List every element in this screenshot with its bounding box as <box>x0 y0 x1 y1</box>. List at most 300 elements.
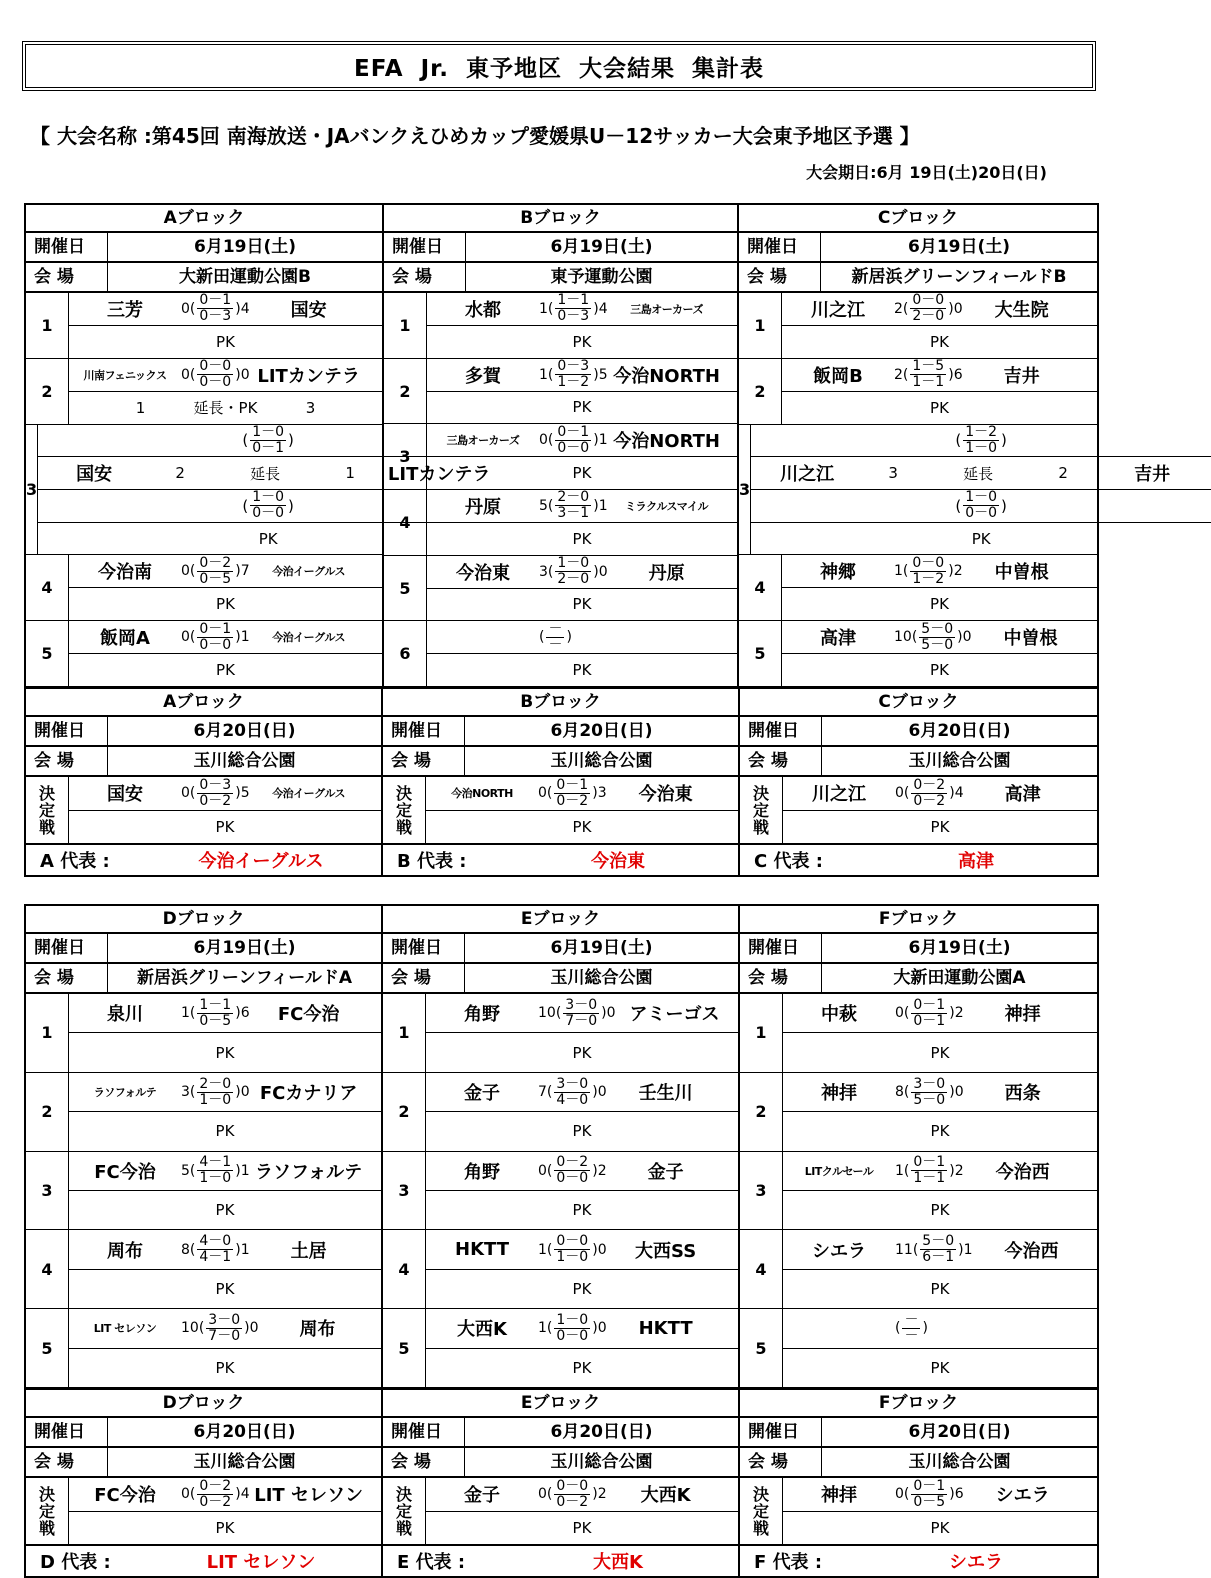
match-score-line <box>783 1073 1097 1112</box>
final-match-row <box>740 777 1097 843</box>
away-team: 土居 <box>290 1240 327 1262</box>
pk-line: PK <box>572 817 592 836</box>
day1-columns <box>24 203 1171 687</box>
match-score-line <box>426 994 738 1033</box>
match-number: 3 <box>739 425 751 555</box>
block-header: Eブロック <box>383 906 738 934</box>
match-score-line <box>782 621 1097 654</box>
final-block-column <box>740 1390 1097 1576</box>
match-score-line <box>783 777 1097 811</box>
home-score: 1 <box>539 300 548 317</box>
venue-value: 大新田運動公園B <box>179 267 311 287</box>
first-half-score: 1－0 <box>252 423 285 440</box>
home-score: 3 <box>181 1084 190 1100</box>
date-row <box>384 233 737 263</box>
home-team: 川之江 <box>780 464 835 486</box>
pk-line: PK <box>930 595 949 614</box>
home-score: 1 <box>538 1320 547 1337</box>
match-number: 3 <box>384 424 427 489</box>
match-score-line <box>783 1478 1097 1512</box>
block-header: Fブロック <box>740 906 1097 934</box>
home-score: 0 <box>538 785 547 802</box>
date-value: 6月20日(日) <box>193 1422 296 1442</box>
home-score: 1 <box>181 1005 190 1022</box>
first-half-score: 0－3 <box>557 358 590 375</box>
score-detail: 8 ( $\frac{4-0}{4-1}$ ) 1 <box>181 1233 250 1266</box>
tournament-name: 【 大会名称 :第45回 南海放送・JAバンクえひめカップ愛媛県U－12サッカー大会東予地区予選 】 <box>30 124 920 148</box>
score-fraction <box>197 1234 233 1265</box>
home-team: 神拝 <box>821 1485 857 1507</box>
decisive-char: 決 <box>752 783 769 803</box>
away-score: 3 <box>597 785 607 802</box>
representative-row <box>26 843 381 875</box>
score-detail: 1 ( $\frac{0-3}{1-2}$ ) 5 <box>539 358 608 391</box>
score-fraction <box>555 359 591 390</box>
away-team: アミーゴス <box>629 1004 720 1026</box>
home-team: 今治南 <box>98 562 152 584</box>
first-half-score: 0－0 <box>199 358 232 375</box>
representative-label: E 代表 : <box>397 1552 466 1573</box>
home-score: 8 <box>181 1241 190 1258</box>
match-number: 6 <box>384 621 427 686</box>
score-detail: ( $\frac{-}{-}$ ) <box>539 620 572 653</box>
match-body <box>69 621 382 686</box>
home-team: 川之江 <box>812 784 866 806</box>
away-score: 2 <box>597 1162 607 1179</box>
first-half-score: 3－0 <box>208 1311 241 1328</box>
score-detail: 5 ( $\frac{4-1}{1-0}$ ) 1 <box>181 1154 250 1187</box>
first-half-score: 0－0 <box>912 554 945 571</box>
match-number: 4 <box>26 555 69 620</box>
block-header: Bブロック <box>384 205 737 233</box>
score-fraction <box>554 778 590 809</box>
second-half-score: 4－0 <box>556 1091 589 1108</box>
date-value: 6月20日(日) <box>908 721 1011 741</box>
second-half-score: 5－0 <box>913 1091 946 1108</box>
home-team: HKTT <box>455 1239 509 1261</box>
date-label: 開催日 <box>383 1418 465 1446</box>
match-list <box>383 994 738 1388</box>
pk-line: PK <box>572 1280 592 1298</box>
venue-row <box>740 747 1097 777</box>
match-body <box>427 424 737 489</box>
second-half-score: 5－0 <box>921 636 954 653</box>
match-number: 2 <box>26 359 69 424</box>
home-score: 11 <box>895 1241 913 1258</box>
match-score-line <box>427 424 737 457</box>
home-team: LITクルセール <box>804 1164 874 1178</box>
second-half-score: 2－0 <box>912 308 945 325</box>
match-score-line <box>69 1073 381 1112</box>
day1-columns <box>24 904 1099 1388</box>
match-score-line <box>782 293 1097 326</box>
match-number: 2 <box>739 359 782 424</box>
final-match-row <box>26 777 381 843</box>
score-fraction <box>197 1077 233 1108</box>
final-match-row <box>26 1478 381 1544</box>
home-score: 0 <box>181 785 190 802</box>
away-score: 0 <box>240 366 250 383</box>
match-body <box>782 359 1097 424</box>
second-half-score: 0－0 <box>199 636 232 653</box>
match-score-line <box>783 1152 1097 1191</box>
first-half-score: 0－1 <box>913 1154 946 1171</box>
first-half-score: 3－0 <box>913 1075 946 1092</box>
match-score-line <box>427 359 737 392</box>
venue-row <box>383 964 738 994</box>
first-half-score: 0－1 <box>556 776 589 793</box>
home-team: FC今治 <box>94 1485 156 1507</box>
match-number: 5 <box>384 556 427 621</box>
pk-line: PK <box>572 1201 592 1220</box>
venue-row <box>383 1448 738 1478</box>
first-half-score: 1－5 <box>912 358 945 375</box>
match-score-line <box>69 1309 381 1348</box>
final-block-column <box>26 1390 383 1576</box>
away-team: 国安 <box>290 299 327 321</box>
home-team: 神拝 <box>821 1083 857 1104</box>
score-fraction <box>554 1313 590 1344</box>
score-detail: 3 ( $\frac{2-0}{1-0}$ ) 0 <box>181 1075 250 1108</box>
match-score-line <box>69 359 382 392</box>
date-row <box>383 717 738 747</box>
date-row <box>26 1418 381 1448</box>
block-header: Aブロック <box>26 205 382 233</box>
away-team: 今治イーグルス <box>272 565 346 579</box>
first-half-score: 2－0 <box>199 1075 232 1092</box>
score-detail: 10 ( $\frac{3-0}{7-0}$ ) 0 <box>538 996 616 1029</box>
match-row <box>26 1152 381 1231</box>
away-team: 三島オーカーズ <box>630 302 703 316</box>
representative-label: B 代表 : <box>397 851 467 872</box>
pk-line: PK <box>216 661 235 680</box>
match-score-line <box>426 1073 738 1112</box>
match-body <box>427 293 737 358</box>
date-value: 6月19日(土) <box>550 938 653 958</box>
second-half-score: 0－0 <box>252 505 285 522</box>
score-fraction <box>920 1234 956 1265</box>
away-team: 大生院 <box>994 299 1049 321</box>
match-score-line <box>69 1152 381 1191</box>
representative-team: 高津 <box>958 851 994 872</box>
decisive-char: 戦 <box>752 1518 769 1538</box>
venue-row <box>26 263 382 293</box>
decisive-match-label <box>383 1478 426 1544</box>
first-half-score: 1－1 <box>557 292 590 309</box>
match-row <box>384 621 737 687</box>
representative-label: A 代表 : <box>40 851 110 872</box>
home-team: 金子 <box>464 1485 500 1507</box>
home-team: シエラ <box>812 1240 866 1262</box>
match-number: 1 <box>740 994 783 1072</box>
second-half-score: 1－2 <box>557 374 590 391</box>
final-block-column <box>383 689 740 875</box>
pk-line: PK <box>930 1043 950 1062</box>
decisive-char: 決 <box>38 783 55 803</box>
away-score: 0 <box>240 1084 250 1100</box>
first-half-score: 0－0 <box>556 1477 589 1494</box>
score-fraction <box>554 1234 590 1265</box>
date-label: 開催日 <box>740 934 822 962</box>
venue-label: 会 場 <box>26 1448 108 1476</box>
match-list <box>26 994 381 1388</box>
pk-line: PK <box>930 817 950 836</box>
match-body <box>69 1478 381 1544</box>
match-score-line <box>783 1309 1097 1348</box>
match-score-line <box>783 994 1097 1033</box>
away-team: LITカンテラ <box>257 365 360 387</box>
score-detail: 0 ( $\frac{0-1}{0-0}$ ) 1 <box>539 423 608 456</box>
score-fraction <box>554 1155 590 1186</box>
venue-value: 東予運動公園 <box>550 267 653 287</box>
away-score: 0 <box>597 1241 607 1258</box>
second-half-score: 0－0 <box>557 439 590 456</box>
pk-line: PK <box>215 817 235 836</box>
match-score-line <box>426 1309 738 1348</box>
match-row <box>26 1073 381 1152</box>
date-row <box>26 233 382 263</box>
match-row <box>384 293 737 359</box>
match-number: 5 <box>739 621 782 686</box>
match-row <box>384 490 737 556</box>
venue-label: 会 場 <box>26 964 108 992</box>
match-number: 5 <box>26 1309 69 1387</box>
away-score: 0 <box>598 563 608 580</box>
home-team: LIT セレソン <box>93 1322 157 1336</box>
score-fraction <box>910 359 946 390</box>
match-number: 1 <box>26 994 69 1072</box>
representative-label: F 代表 : <box>754 1552 823 1573</box>
block-header: Aブロック <box>26 689 381 717</box>
pk-line: PK <box>215 1122 235 1141</box>
score-detail: 1 ( $\frac{0-0}{1-2}$ ) 2 <box>894 554 963 587</box>
pk-line: PK <box>215 1201 235 1220</box>
score-fraction <box>902 1313 920 1344</box>
home-team: 国安 <box>76 464 113 486</box>
match-body <box>783 994 1097 1072</box>
home-score: 1 <box>894 563 903 580</box>
block-header: Eブロック <box>383 1390 738 1418</box>
date-value: 6月20日(日) <box>550 1422 653 1442</box>
match-number: 1 <box>384 293 427 358</box>
date-row <box>740 717 1097 747</box>
away-team: 今治イーグルス <box>272 787 346 801</box>
representative-label: D 代表 : <box>40 1552 111 1573</box>
away-score: 7 <box>240 563 250 580</box>
first-half-score: 0－2 <box>913 776 946 793</box>
decisive-char: 定 <box>395 1501 412 1521</box>
away-score: 2 <box>597 1486 607 1503</box>
match-row <box>740 1152 1097 1231</box>
match-number: 4 <box>384 490 427 555</box>
home-team: 中萩 <box>821 1004 857 1026</box>
score-fraction-line: ( $\frac{1-0}{0-0}$ ) <box>751 490 1211 523</box>
away-score: 5 <box>240 785 250 802</box>
second-half-score: 0－3 <box>557 308 590 325</box>
away-team: 周布 <box>299 1319 336 1341</box>
pk-line: PK <box>216 332 235 351</box>
block-header: Bブロック <box>383 689 738 717</box>
match-body <box>783 1230 1097 1308</box>
date-label: 開催日 <box>383 934 465 962</box>
second-half-score: 0－1 <box>252 439 285 456</box>
pk-line: PK <box>572 1358 592 1377</box>
date-value: 6月19日(土) <box>193 938 296 958</box>
date-label: 開催日 <box>26 1418 108 1446</box>
score-fraction-line: ( $\frac{1-0}{0-0}$ ) <box>38 490 498 523</box>
pk-line: PK <box>215 1280 235 1298</box>
home-score: 0 <box>181 300 190 317</box>
home-score: 1 <box>539 366 548 383</box>
second-half-score: － <box>548 636 563 653</box>
decisive-match-label <box>740 777 783 843</box>
away-score: 0 <box>606 1005 616 1022</box>
score-fraction-line: ( $\frac{1-0}{0-1}$ ) <box>38 425 498 458</box>
away-score: 2 <box>953 563 963 580</box>
match-score-line <box>427 621 737 654</box>
block-header: Fブロック <box>740 1390 1097 1418</box>
first-half-score: 5－0 <box>922 1233 955 1250</box>
representative-team: シエラ <box>949 1552 1003 1573</box>
second-half-score: 0－0 <box>556 1327 589 1344</box>
home-team: 川之江 <box>811 299 865 321</box>
match-number: 5 <box>383 1309 426 1387</box>
score-fraction <box>555 490 591 521</box>
score-detail: 3 ( $\frac{1-0}{2-0}$ ) 0 <box>539 555 608 588</box>
match-score-line <box>782 359 1097 392</box>
match-body <box>782 621 1097 686</box>
away-score: 1 <box>240 629 250 646</box>
score-detail: 0 ( $\frac{0-1}{0-5}$ ) 6 <box>895 1477 964 1510</box>
match-score-line <box>783 1230 1097 1269</box>
score-detail: 11 ( $\frac{5-0}{6-1}$ ) 1 <box>895 1233 973 1266</box>
home-team: 水都 <box>465 299 501 321</box>
score-fraction <box>963 425 999 456</box>
home-score: 7 <box>538 1084 547 1100</box>
home-team: 国安 <box>107 784 143 806</box>
decisive-char: 決 <box>395 783 412 803</box>
representative-row <box>26 1544 381 1576</box>
score-detail: 5 ( $\frac{2-0}{3-1}$ ) 1 <box>539 489 608 522</box>
match-score-line <box>69 293 382 326</box>
extra-time-line <box>751 457 1211 490</box>
venue-label: 会 場 <box>383 1448 465 1476</box>
home-team: FC今治 <box>94 1161 156 1183</box>
date-label: 開催日 <box>383 717 465 745</box>
score-detail: 10 ( $\frac{5-0}{5-0}$ ) 0 <box>894 620 972 653</box>
home-score: 2 <box>894 366 903 383</box>
score-fraction <box>554 1479 590 1510</box>
first-half-score: 2－0 <box>557 489 590 506</box>
home-team: 飯岡B <box>813 365 863 387</box>
away-team: 大西SS <box>635 1240 697 1262</box>
match-body <box>782 555 1097 620</box>
match-body <box>69 1152 381 1230</box>
first-half-score: 0－1 <box>913 1477 946 1494</box>
away-score: 6 <box>954 1486 964 1503</box>
pk-line: PK <box>930 661 949 680</box>
match-number: 5 <box>26 621 69 686</box>
first-half-score: 1－1 <box>199 996 232 1013</box>
away-team: FCカナリア <box>259 1083 358 1104</box>
first-half-score: － <box>548 620 563 637</box>
home-score: 1 <box>538 1241 547 1258</box>
first-half-score: 0－1 <box>913 996 946 1013</box>
decisive-char: 定 <box>38 800 55 820</box>
match-body <box>783 777 1097 843</box>
pk-line: PK <box>572 1043 592 1062</box>
pk-line: PK <box>930 398 949 417</box>
home-score: 0 <box>181 1486 190 1503</box>
home-score: 0 <box>538 1162 547 1179</box>
venue-row <box>26 747 381 777</box>
second-half-score: 7－0 <box>208 1327 241 1344</box>
representative-row <box>383 1544 738 1576</box>
home-score: 8 <box>895 1084 904 1100</box>
away-score: 1 <box>963 1241 973 1258</box>
match-row <box>739 423 1171 556</box>
date-label: 開催日 <box>26 233 108 261</box>
first-half-score: 1－0 <box>965 489 998 506</box>
score-detail: 0 ( $\frac{0-0}{0-0}$ ) 0 <box>181 358 250 391</box>
match-row <box>383 994 738 1073</box>
away-pk-score: 3 <box>305 398 316 417</box>
first-half-score: 3－0 <box>565 996 598 1013</box>
first-half-score: 0－1 <box>199 292 232 309</box>
score-fraction <box>919 622 955 653</box>
second-half-score: 1－0 <box>199 1091 232 1108</box>
venue-value: 大新田運動公園A <box>893 968 1026 988</box>
score-fraction <box>911 778 947 809</box>
home-team: 丹原 <box>465 496 501 518</box>
pk-line: PK <box>930 332 949 351</box>
decisive-char: 決 <box>38 1484 55 1504</box>
final-block-column <box>740 689 1097 875</box>
extra-pk-label: 延長・PK <box>193 399 258 418</box>
venue-value: 玉川総合公園 <box>908 751 1011 771</box>
venue-row <box>384 263 737 293</box>
match-score-line <box>427 556 737 589</box>
second-half-score: 1－1 <box>913 1170 946 1187</box>
first-half-score: － <box>904 1311 919 1328</box>
score-fraction <box>555 293 591 324</box>
match-row <box>26 359 382 425</box>
match-number: 4 <box>383 1230 426 1308</box>
venue-value: 玉川総合公園 <box>193 1452 296 1472</box>
pk-line: PK <box>572 1518 592 1537</box>
match-body <box>69 293 382 358</box>
match-body <box>782 293 1097 358</box>
score-detail: 0 ( $\frac{0-1}{0-3}$ ) 4 <box>181 292 250 325</box>
score-detail: 10 ( $\frac{3-0}{7-0}$ ) 0 <box>181 1311 259 1344</box>
home-team: 高津 <box>820 628 856 650</box>
away-team: 壬生川 <box>638 1083 693 1104</box>
block-column <box>740 906 1097 1388</box>
decisive-match-label <box>740 1478 783 1544</box>
match-body <box>69 555 382 620</box>
home-score: 0 <box>895 785 904 802</box>
home-score: 0 <box>539 432 548 449</box>
second-half-score: 1－0 <box>965 439 998 456</box>
pk-line: PK <box>930 1358 950 1377</box>
match-row <box>384 359 737 425</box>
score-detail: 0 ( $\frac{0-2}{0-2}$ ) 4 <box>181 1477 250 1510</box>
venue-label: 会 場 <box>740 964 822 992</box>
score-fraction <box>250 490 286 521</box>
match-score-line <box>427 490 737 523</box>
second-half-score: 7－0 <box>565 1012 598 1029</box>
away-team: 高津 <box>1004 784 1041 806</box>
